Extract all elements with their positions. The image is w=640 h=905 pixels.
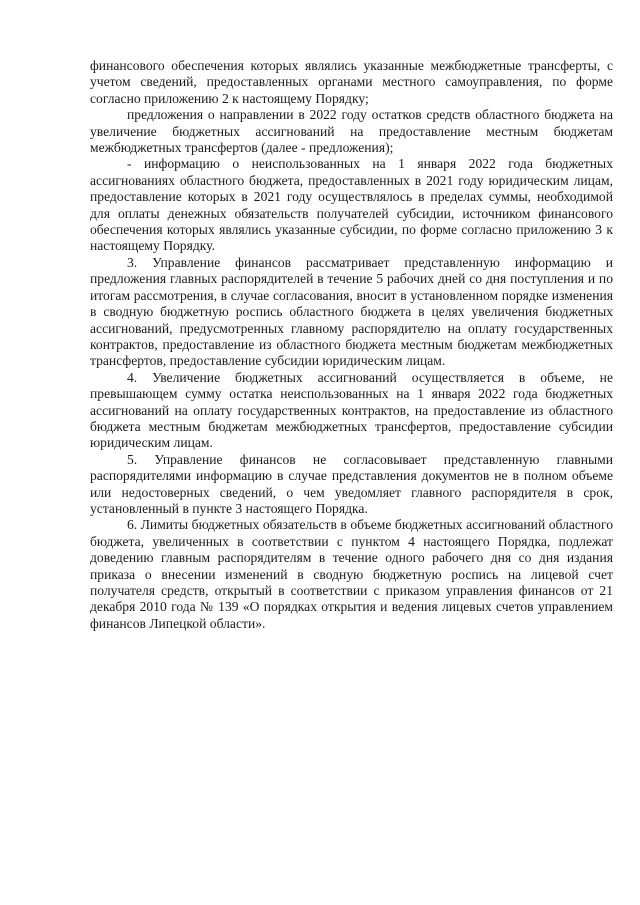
paragraph-item-5: 5. Управление финансов не согласовывает представленную главными распорядителями информацию в случае представления документов не в полном объеме или недостоверных сведений, о чем уведомляет главного распорядителя в срок, установленный в пункте 3 настоящего Порядка. — [90, 451, 613, 516]
paragraph-unused-allocations: - информацию о неиспользованных на 1 января 2022 года бюджетных ассигнованиях областного бюджета, предоставленных в 2021 году юридическим лицам, предоставление которых в 2021 году осуществлялось в пределах суммы, необходимой для оплаты денежных обязательств получателей субсидии, источником финансового обеспечения которых являлись указанные субсидии, по форме согласно приложению 3 к настоящему Порядку. — [90, 156, 613, 254]
paragraph-item-3: 3. Управление финансов рассматривает представленную информацию и предложения главных распорядителей в течение 5 рабочих дней со дня поступления и по итогам рассмотрения, в случае согласования, вносит в установленном порядке изменения в сводную бюджетную роспись областного бюджета в целях увеличения бюджетных ассигнований, предусмотренных главному распорядителю на оплату государственных контрактов, предоставление из областного бюджета местным бюджетам межбюджетных трансфертов, предоставление субсидии юридическим лицам. — [90, 254, 613, 369]
document-page — [90, 58, 613, 632]
paragraph-item-6: 6. Лимиты бюджетных обязательств в объеме бюджетных ассигнований областного бюджета, увеличенных в соответствии с пунктом 4 настоящего Порядка, подлежат доведению главным распорядителям в течение одного рабочего дня со дня издания приказа о внесении изменений в сводную бюджетную роспись на лицевой счет получателя средств, открытый в соответствии с приказом управления финансов от 21 декабря 2010 года № 139 «О порядках открытия и ведения лицевых счетов управлением финансов Липецкой области». — [90, 517, 613, 631]
paragraph-continuation: финансового обеспечения которых являлись указанные межбюджетные трансферты, с учетом сведений, предоставленных органами местного самоуправления, по форме согласно приложению 2 к настоящему Порядку; — [90, 58, 613, 106]
paragraph-item-4: 4. Увеличение бюджетных ассигнований осуществляется в объеме, не превышающем сумму остатка неиспользованных на 1 января 2022 года бюджетных ассигнований на оплату государственных контрактов, на предоставление из областного бюджета местным бюджетам межбюджетных трансфертов, предоставление субсидии юридическим лицам. — [90, 369, 613, 451]
paragraph-proposals: предложения о направлении в 2022 году остатков средств областного бюджета на увеличение бюджетных ассигнований на предоставление местным бюджетам межбюджетных трансфертов (далее - предложения); — [90, 107, 613, 156]
